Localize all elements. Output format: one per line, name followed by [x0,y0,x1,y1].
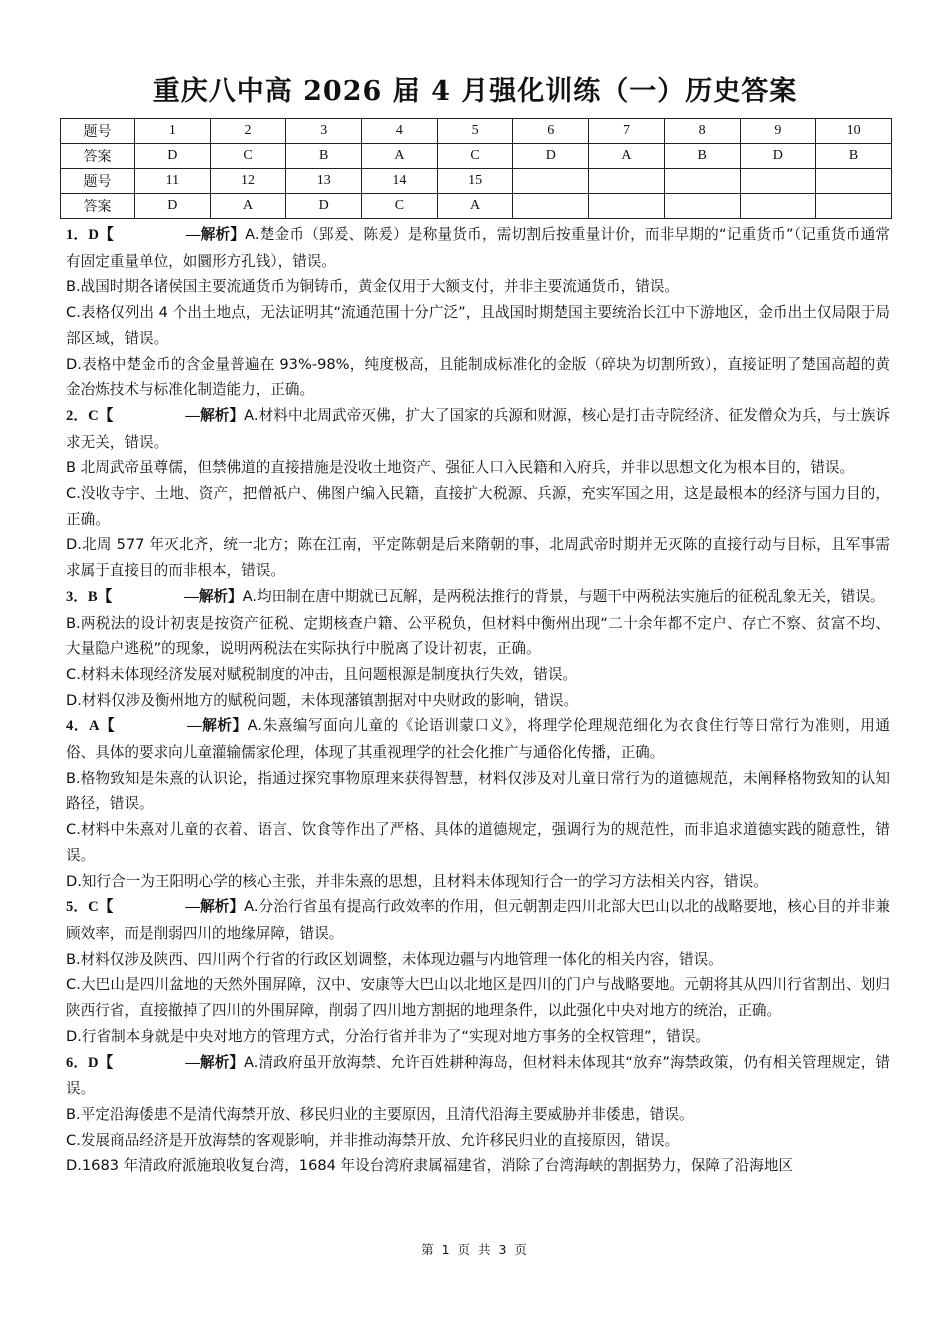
answer-table-cell: 13 [286,169,362,194]
analysis-label: —解析】 [184,588,243,605]
question-number: 2．C【 [66,407,114,424]
answer-table-cell: C [437,144,513,169]
answer-table-cell: D [513,144,589,169]
answer-table-cell: 6 [513,119,589,144]
answer-table-cell: 4 [362,119,438,144]
option-analysis: B.材料仅涉及陕西、四川两个行省的行政区划调整，未体现边疆与内地管理一体化的相关内容，错误。 [66,950,723,968]
option-analysis: C.材料未体现经济发展对赋税制度的冲击，且问题根源是制度执行失效，错误。 [66,665,578,683]
question-number: 1．D【 [66,227,114,243]
answer-table-cell: D [135,194,211,219]
option-analysis: C.发展商品经济是开放海禁的客观影响，并非推动海禁开放、允许移民归业的直接原因，错误。 [66,1131,680,1149]
answer-table-cell [664,194,740,219]
question-explanation-first [66,403,890,455]
option-analysis: A.分治行省虽有提高行政效率的作用，但元朝割走四川北部大巴山以北的战略要地，核心目的并非兼顾效率，而是削弱四川的地缘屏障，错误。 [66,898,890,942]
answer-table-cell: 7 [589,119,665,144]
answer-table-cell: 15 [437,169,513,194]
option-analysis: B 北周武帝虽尊儒，但禁佛道的直接措施是没收土地资产、强征人口入民籍和入府兵，并非以思想文化为根本目的，错误。 [66,459,855,477]
answer-table-row-header: 题号 [61,119,135,144]
answer-table-cell: A [362,144,438,169]
option-analysis: D.材料仅涉及衡州地方的赋税问题，未体现藩镇割据对中央财政的影响，错误。 [66,691,579,709]
answer-table-cell: 11 [135,169,211,194]
answer-table-cell [513,169,589,194]
answer-table-row [61,169,892,194]
answer-table-row-header: 题号 [61,169,135,194]
answer-table-cell: 14 [362,169,438,194]
option-analysis: B.两税法的设计初衷是按资产征税、定期核查户籍、公平税负，但材料中衡州出现“二十余年都不定户、存亡不察、贫富不均、大量隐户逃税”的现象，说明两税法在实际执行中脱离了设计初衷，正确。 [66,614,890,658]
question-number: 4．A【 [66,718,116,735]
question-explanation-first [66,894,890,946]
page-footer: 第 1 页 共 3 页 [421,1242,529,1257]
option-analysis: C.大巴山是四川盆地的天然外围屏障，汉中、安康等大巴山以北地区是四川的门户与战略要地。元朝将其从四川行省割出、划归陕西行省，直接撤掉了四川的外围屏障，削弱了四川地方割据的地理条件，以此强化中央对地方的统治，正确。 [66,976,890,1020]
question-explanation-first [66,713,890,765]
answer-table-cell: 3 [286,119,362,144]
option-analysis: C.表格仅列出 4 个出土地点，无法证明其“流通范围十分广泛”，且战国时期楚国主要统治长江中下游地区，金币出土仅局限于局部区域，错误。 [66,304,890,347]
analysis-label: —解析】 [187,718,248,735]
option-analysis: A.清政府虽开放海禁、允许百姓耕种海岛，但材料未体现其“放弃”海禁政策，仍有相关管理规定，错误。 [66,1053,890,1098]
answer-table-cell [513,194,589,219]
answer-table-cell: B [664,144,740,169]
answer-table-cell [816,169,892,194]
option-analysis: D.知行合一为王阳明心学的核心主张，并非朱熹的思想，且材料未体现知行合一的学习方法相关内容，错误。 [66,872,768,890]
answer-table-cell: 1 [135,119,211,144]
question-explanation-first [66,1050,890,1102]
answer-table-cell: 9 [740,119,816,144]
analysis-label: —解析】 [185,407,245,424]
answer-table-cell: C [362,194,438,219]
analysis-label: —解析】 [185,227,246,243]
answer-table-cell: B [816,144,892,169]
answer-table-row [61,119,892,144]
answer-table-cell: 10 [816,119,892,144]
answer-table-cell: B [286,144,362,169]
analysis-label: —解析】 [185,899,245,916]
answer-table [60,118,892,219]
option-analysis: C.材料中朱熹对儿童的衣着、语言、饮食等作出了严格、具体的道德规定，强调行为的规范性，而非追求道德实践的随意性，错误。 [66,821,890,864]
option-analysis: A.楚金币（郢爰、陈爰）是称量货币，需切割后按重量计价，而非早期的“记重货币”（记重货币通常有固定重量单位，如圜形方孔钱），错误。 [66,226,890,270]
answer-table-cell: D [286,194,362,219]
question-number: 3．B【 [66,588,113,605]
option-analysis: B.平定沿海倭患不是清代海禁开放、移民归业的主要原因，且清代沿海主要威胁并非倭患，错误。 [66,1105,694,1123]
option-analysis: D.1683 年清政府派施琅收复台湾，1684 年设台湾府隶属福建省，消除了台湾海峡的割据势力，保障了沿海地区 [66,1157,793,1175]
option-analysis: A.材料中北周武帝灭佛，扩大了国家的兵源和财源，核心是打击寺院经济、征发僧众为兵，与士族诉求无关，错误。 [66,406,890,451]
answer-table-cell: 12 [210,169,286,194]
question-explanation-first [66,584,890,611]
answer-table-cell: 5 [437,119,513,144]
answer-table-cell: 8 [664,119,740,144]
question-explanation-first [66,222,890,274]
answer-table-cell: D [740,144,816,169]
question-number: 6．D【 [66,1054,114,1071]
option-analysis: D.北周 577 年灭北齐，统一北方；陈在江南，平定陈朝是后来隋朝的事，北周武帝时期并无灭陈的直接行动与目标，且军事需求属于直接目的而非根本，错误。 [66,536,890,580]
answer-table-cell: C [210,144,286,169]
answer-table-cell: A [589,144,665,169]
answer-table-cell [664,169,740,194]
answer-table-cell [740,194,816,219]
option-analysis: D.行省制本身就是中央对地方的管理方式，分治行省并非为了“实现对地方事务的全权管理”，错误。 [66,1027,710,1045]
answer-table-row-header: 答案 [61,194,135,219]
answer-table-cell: A [437,194,513,219]
option-analysis: B.战国时期各诸侯国主要流通货币为铜铸币，黄金仅用于大额支付，并非主要流通货币，错误。 [66,278,679,296]
answer-explanations [66,222,890,1179]
option-analysis: A.均田制在唐中期就已瓦解，是两税法推行的背景，与题干中两税法实施后的征税乱象无关，错误。 [242,587,885,605]
answer-table-row-header: 答案 [61,144,135,169]
answer-table-row [61,144,892,169]
answer-table-cell [740,169,816,194]
answer-table-cell [589,169,665,194]
option-analysis: D.表格中楚金币的含金量普遍在 93%-98%，纯度极高，且能制成标准化的金版（碎块为切割所致），直接证明了楚国高超的黄金冶炼技术与标准化制造能力，正确。 [66,355,890,399]
answer-table-cell [816,194,892,219]
answer-table-cell [589,194,665,219]
answer-table-cell: 2 [210,119,286,144]
option-analysis: A.朱熹编写面向儿童的《论语训蒙口义》，将理学伦理规范细化为衣食住行等日常行为准则，用通俗、具体的要求向儿童灌输儒家伦理，体现了其重视理学的社会化推广与通俗化传播，正确。 [66,717,890,762]
option-analysis: B.格物致知是朱熹的认识论，指通过探究事物原理来获得智慧，材料仅涉及对儿童日常行为的道德规范，未阐释格物致知的认知路径，错误。 [66,769,890,813]
question-number: 5．C【 [66,899,114,916]
option-analysis: C.没收寺宇、土地、资产，把僧祇户、佛图户编入民籍，直接扩大税源、兵源，充实军国之用，这是最根本的经济与国力目的，正确。 [66,485,890,528]
answer-table-cell: D [135,144,211,169]
answer-table-row [61,194,892,219]
answer-table-cell: A [210,194,286,219]
page-title: 重庆八中高 2026 届 4 月强化训练（一）历史答案 [152,76,798,107]
analysis-label: —解析】 [185,1054,245,1071]
